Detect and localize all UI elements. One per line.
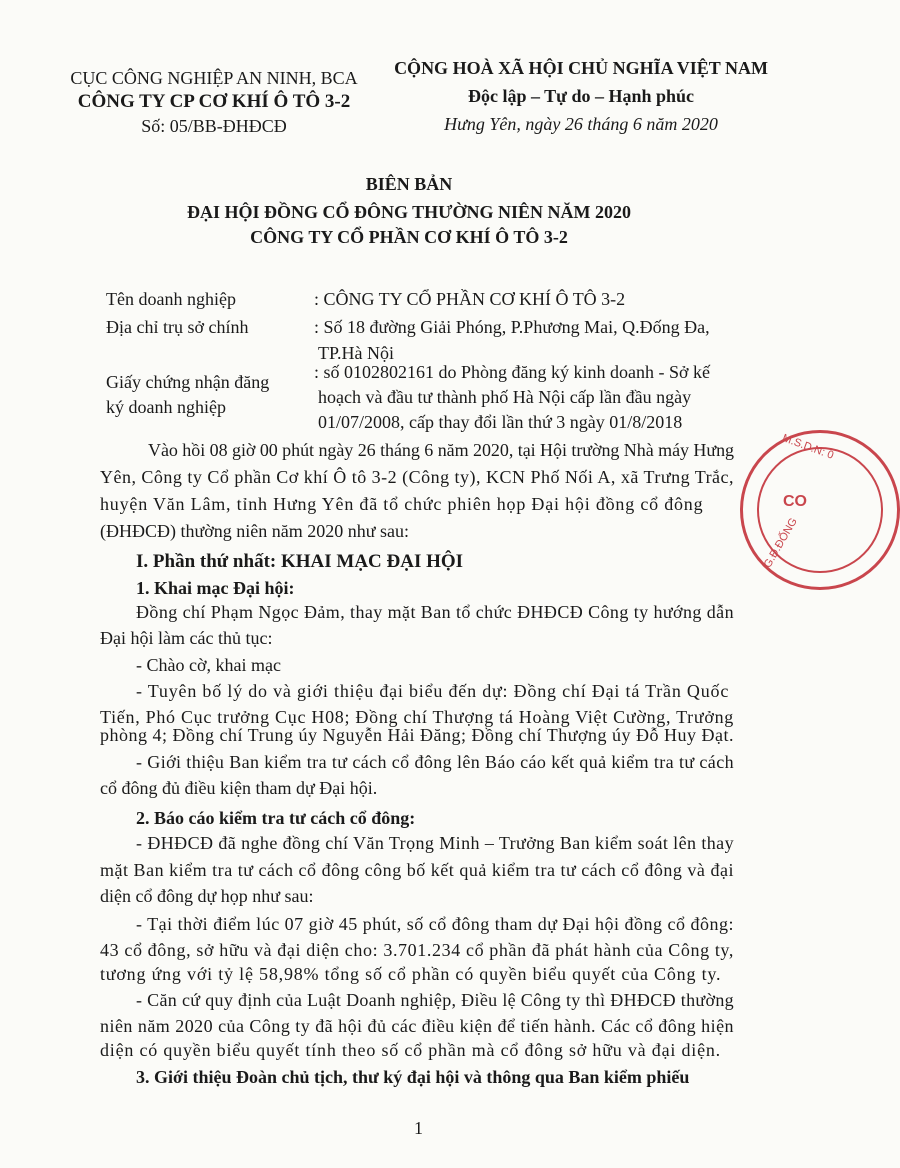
section2-line: diện có quyền biểu quyết tính theo số cổ phần mà cổ đông sở hữu và đại diện. [100, 1040, 721, 1060]
seal-arc-text: M.S.D.N: 0 [780, 432, 836, 462]
section2-line: - ĐHĐCĐ đã nghe đồng chí Văn Trọng Minh – Trưởng Ban kiểm soát lên thay [136, 833, 734, 853]
section3-heading: 3. Giới thiệu Đoàn chủ tịch, thư ký đại hội và thông qua Ban kiểm phiếu [136, 1067, 690, 1087]
page-number: 1 [414, 1118, 423, 1138]
address-label: Địa chỉ trụ sở chính [106, 317, 249, 337]
section2-line: diện cổ đông dự họp như sau: [100, 886, 314, 906]
company-name-label: Tên doanh nghiệp [106, 289, 236, 309]
parent-agency: CỤC CÔNG NGHIỆP AN NINH, BCA [70, 68, 358, 88]
intro-line: Vào hồi 08 giờ 00 phút ngày 26 tháng 6 năm 2020, tại Hội trường Nhà máy Hưng [148, 440, 734, 460]
seal-arc-text: G.Đ.ĐỐNG [761, 515, 800, 571]
national-motto: Độc lập – Tự do – Hạnh phúc [467, 86, 695, 106]
section2-line: - Tại thời điểm lúc 07 giờ 45 phút, số cổ đông tham dự Đại hội đồng cổ đông: [136, 914, 734, 934]
company-short-name: CÔNG TY CP CƠ KHÍ Ô TÔ 3-2 [77, 91, 351, 112]
company-full-title: CÔNG TY CỔ PHẦN CƠ KHÍ Ô TÔ 3-2 [250, 227, 568, 247]
certificate-value-line1: : số 0102802161 do Phòng đăng ký kinh doanh - Sở kế [314, 362, 711, 382]
intro-line: huyện Văn Lâm, tỉnh Hưng Yên đã tổ chức phiên họp Đại hội đồng cổ đông [100, 494, 704, 514]
section2-line: - Căn cứ quy định của Luật Doanh nghiệp, Điều lệ Công ty thì ĐHĐCĐ thường [136, 990, 734, 1010]
nation-name: CỘNG HOÀ XÃ HỘI CHỦ NGHĨA VIỆT NAM [394, 58, 768, 78]
document-title: BIÊN BẢN [365, 174, 453, 194]
intro-line: (ĐHĐCĐ) thường niên năm 2020 như sau: [100, 521, 409, 541]
meeting-title: ĐẠI HỘI ĐỒNG CỔ ĐÔNG THƯỜNG NIÊN NĂM 2020 [186, 202, 631, 222]
section1-line: - Giới thiệu Ban kiểm tra tư cách cổ đông lên Báo cáo kết quả kiểm tra tư cách [136, 752, 734, 772]
section1-heading: 1. Khai mạc Đại hội: [136, 578, 295, 598]
section1-line: Đồng chí Phạm Ngọc Đảm, thay mặt Ban tổ chức ĐHĐCĐ Công ty hướng dẫn [136, 602, 734, 622]
section2-line: 43 cổ đông, sở hữu và đại diện cho: 3.701.234 cổ phần đã phát hành của Công ty, [100, 940, 734, 960]
certificate-value-line3: 01/07/2008, cấp thay đổi lần thứ 3 ngày 01/8/2018 [318, 412, 683, 432]
section2-heading: 2. Báo cáo kiểm tra tư cách cổ đông: [136, 808, 416, 828]
address-value-line1: : Số 18 đường Giải Phóng, P.Phương Mai, Q.Đống Đa, [314, 317, 710, 337]
section2-line: tương ứng với tỷ lệ 58,98% tổng số cổ phần có quyền biểu quyết của Công ty. [100, 964, 722, 984]
section1-line: phòng 4; Đồng chí Trung úy Nguyễn Hải Đăng; Đồng chí Thượng úy Đỗ Huy Đạt. [100, 725, 734, 745]
section2-line: mặt Ban kiểm tra tư cách cổ đông công bố kết quả kiểm tra tư cách cổ đông và đại [100, 860, 734, 880]
part1-heading: I. Phần thứ nhất: KHAI MẠC ĐẠI HỘI [136, 551, 464, 572]
national-header [382, 56, 780, 136]
company-name-value: : CÔNG TY CỔ PHẦN CƠ KHÍ Ô TÔ 3-2 [314, 289, 626, 309]
issuing-organization [48, 66, 380, 138]
certificate-label-line1: Giấy chứng nhận đăng [106, 372, 270, 392]
section1-line: Đại hội làm các thủ tục: [100, 628, 273, 648]
seal-center-text: CO [783, 493, 807, 510]
section1-line: Tiến, Phó Cục trưởng Cục H08; Đồng chí Thượng tá Hoàng Việt Cường, Trưởng [100, 707, 734, 727]
address-value-line2: TP.Hà Nội [318, 343, 394, 363]
company-seal [740, 430, 900, 590]
section1-line: - Chào cờ, khai mạc [136, 655, 281, 675]
section1-line: - Tuyên bố lý do và giới thiệu đại biểu đến dự: Đồng chí Đại tá Trần Quốc [136, 681, 730, 701]
document-number: Số: 05/BB-ĐHĐCĐ [141, 116, 287, 136]
section2-line: niên năm 2020 của Công ty đã hội đủ các điều kiện để tiến hành. Các cổ đông hiện [100, 1016, 734, 1036]
intro-line: Yên, Công ty Cổ phần Cơ khí Ô tô 3-2 (Công ty), KCN Phố Nối A, xã Trưng Trắc, [100, 467, 734, 487]
certificate-label-line2: ký doanh nghiệp [106, 397, 226, 417]
section1-line: cổ đông đủ điều kiện tham dự Đại hội. [100, 778, 378, 798]
certificate-value-line2: hoạch và đầu tư thành phố Hà Nội cấp lần đầu ngày [318, 387, 692, 407]
place-and-date: Hưng Yên, ngày 26 tháng 6 năm 2020 [444, 114, 718, 134]
